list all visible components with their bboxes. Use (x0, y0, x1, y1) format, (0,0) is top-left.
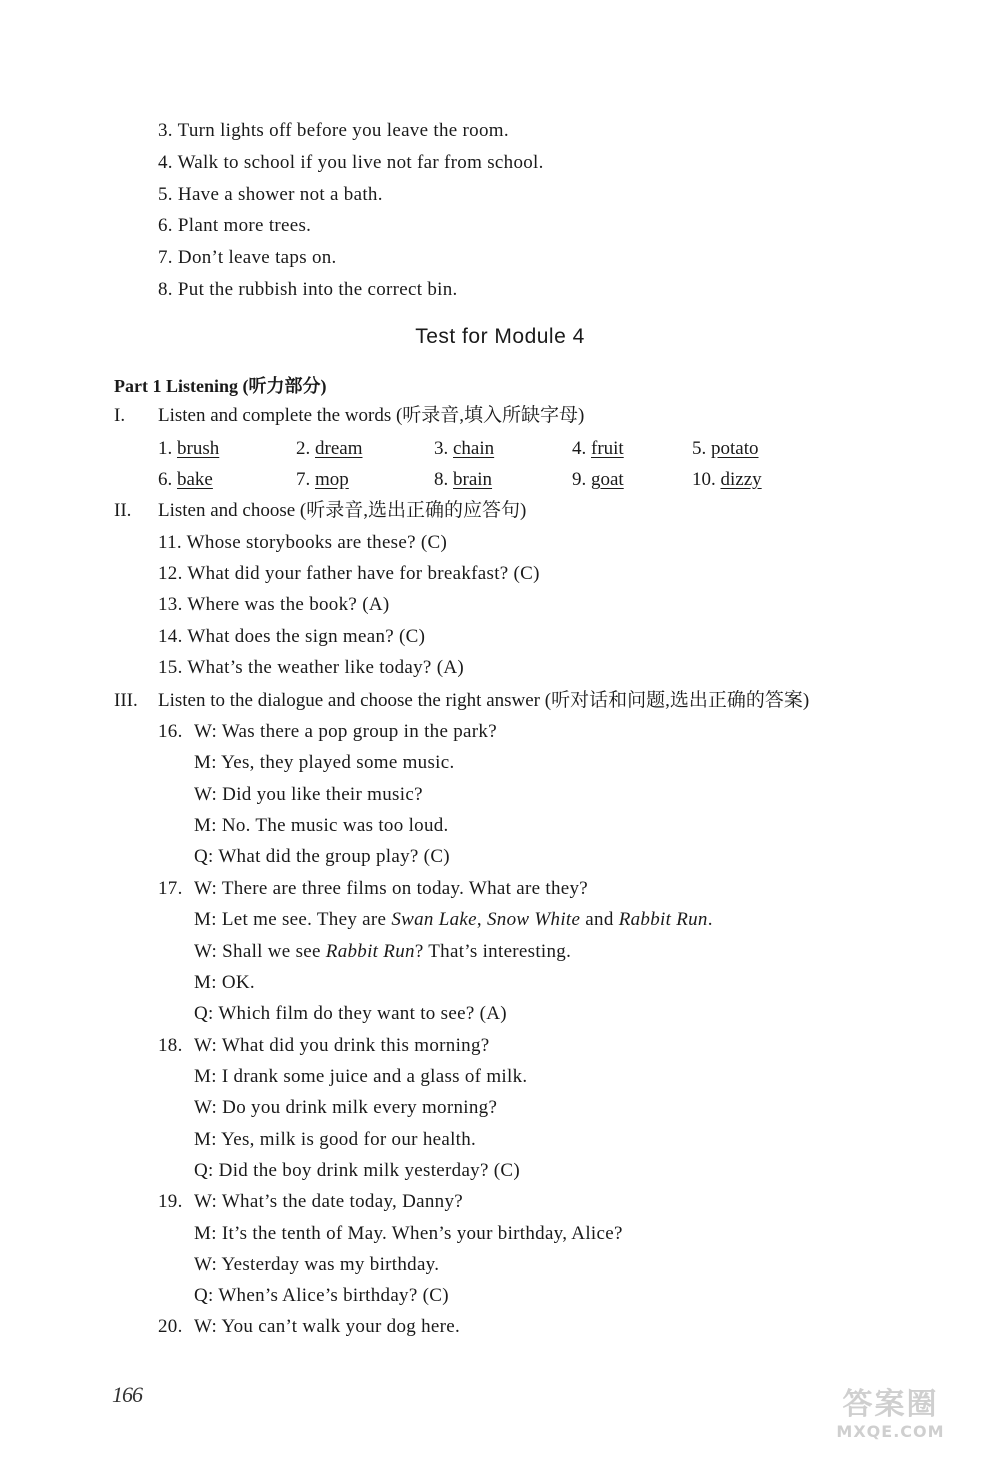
film-title: Snow White (487, 909, 581, 930)
question-item: 14. What does the sign mean? (C) (158, 626, 426, 647)
word-item: 2. dream (296, 438, 363, 459)
word-item: 6. bake (158, 469, 213, 490)
list-item: 7. Don’t leave taps on. (158, 247, 337, 268)
dialogue-question: Q: Which film do they want to see? (A) (194, 1003, 507, 1024)
dialogue-number: 17. (158, 878, 183, 899)
dialogue-question: Q: When’s Alice’s birthday? (C) (194, 1285, 449, 1306)
watermark (803, 1388, 978, 1450)
dialogue-line: M: Yes, milk is good for our health. (194, 1129, 477, 1150)
dialogue-line: W: Shall we see Rabbit Run? That’s interesting. (194, 941, 572, 962)
page-title: Test for Module 4 (415, 325, 585, 348)
dialogue-line: W: What’s the date today, Danny? (194, 1191, 464, 1212)
dialogue-line: M: Yes, they played some music. (194, 752, 455, 773)
question-item: 12. What did your father have for breakfast? (C) (158, 563, 540, 584)
list-item: 6. Plant more trees. (158, 215, 312, 236)
word-item: 7. mop (296, 469, 349, 490)
page-number: 166 (112, 1382, 142, 1407)
list-item: 8. Put the rubbish into the correct bin. (158, 279, 458, 300)
film-title: Rabbit Run (325, 941, 415, 962)
dialogue-line: W: You can’t walk your dog here. (194, 1316, 461, 1337)
dialogue-line: W: What did you drink this morning? (194, 1035, 490, 1056)
film-title: Rabbit Run (618, 909, 708, 930)
dialogue-line: W: There are three films on today. What are they? (194, 878, 589, 899)
dialogue-line: M: No. The music was too loud. (194, 815, 449, 836)
dialogue-question: Q: What did the group play? (C) (194, 846, 450, 867)
word-item: 1. brush (158, 438, 220, 459)
film-title: Swan Lake (391, 909, 477, 930)
dialogue-number: 20. (158, 1316, 183, 1337)
watermark-logo: 答案圈 (842, 1387, 939, 1422)
dialogue-line: M: OK. (194, 972, 255, 993)
question-item: 11. Whose storybooks are these? (C) (158, 532, 448, 553)
dialogue-line: W: Do you drink milk every morning? (194, 1097, 498, 1118)
dialogue-number: 18. (158, 1035, 183, 1056)
dialogue-question: Q: Did the boy drink milk yesterday? (C) (194, 1160, 520, 1181)
dialogue-number: 19. (158, 1191, 183, 1212)
dialogue-number: 16. (158, 721, 183, 742)
question-item: 13. Where was the book? (A) (158, 594, 390, 615)
word-item: 5. potato (692, 438, 759, 459)
list-item: 4. Walk to school if you live not far from school. (158, 152, 544, 173)
part-heading: Part 1 Listening (听力部分) (114, 376, 327, 396)
watermark-site: MXQE.COM (836, 1422, 945, 1441)
word-item: 9. goat (572, 469, 624, 490)
dialogue-line: W: Was there a pop group in the park? (194, 721, 497, 742)
list-item: 3. Turn lights off before you leave the room. (158, 120, 509, 141)
word-item: 10. dizzy (692, 469, 762, 490)
word-item: 4. fruit (572, 438, 624, 459)
dialogue-line: M: Let me see. They are Swan Lake, Snow White and Rabbit Run. (194, 909, 713, 930)
dialogue-line: W: Yesterday was my birthday. (194, 1254, 440, 1275)
question-item: 15. What’s the weather like today? (A) (158, 657, 464, 678)
word-item: 8. brain (434, 469, 493, 490)
dialogue-line: M: I drank some juice and a glass of milk. (194, 1066, 528, 1087)
dialogue-line: W: Did you like their music? (194, 784, 423, 805)
list-item: 5. Have a shower not a bath. (158, 184, 383, 205)
dialogue-line: M: It’s the tenth of May. When’s your birthday, Alice? (194, 1223, 623, 1244)
word-item: 3. chain (434, 438, 495, 459)
